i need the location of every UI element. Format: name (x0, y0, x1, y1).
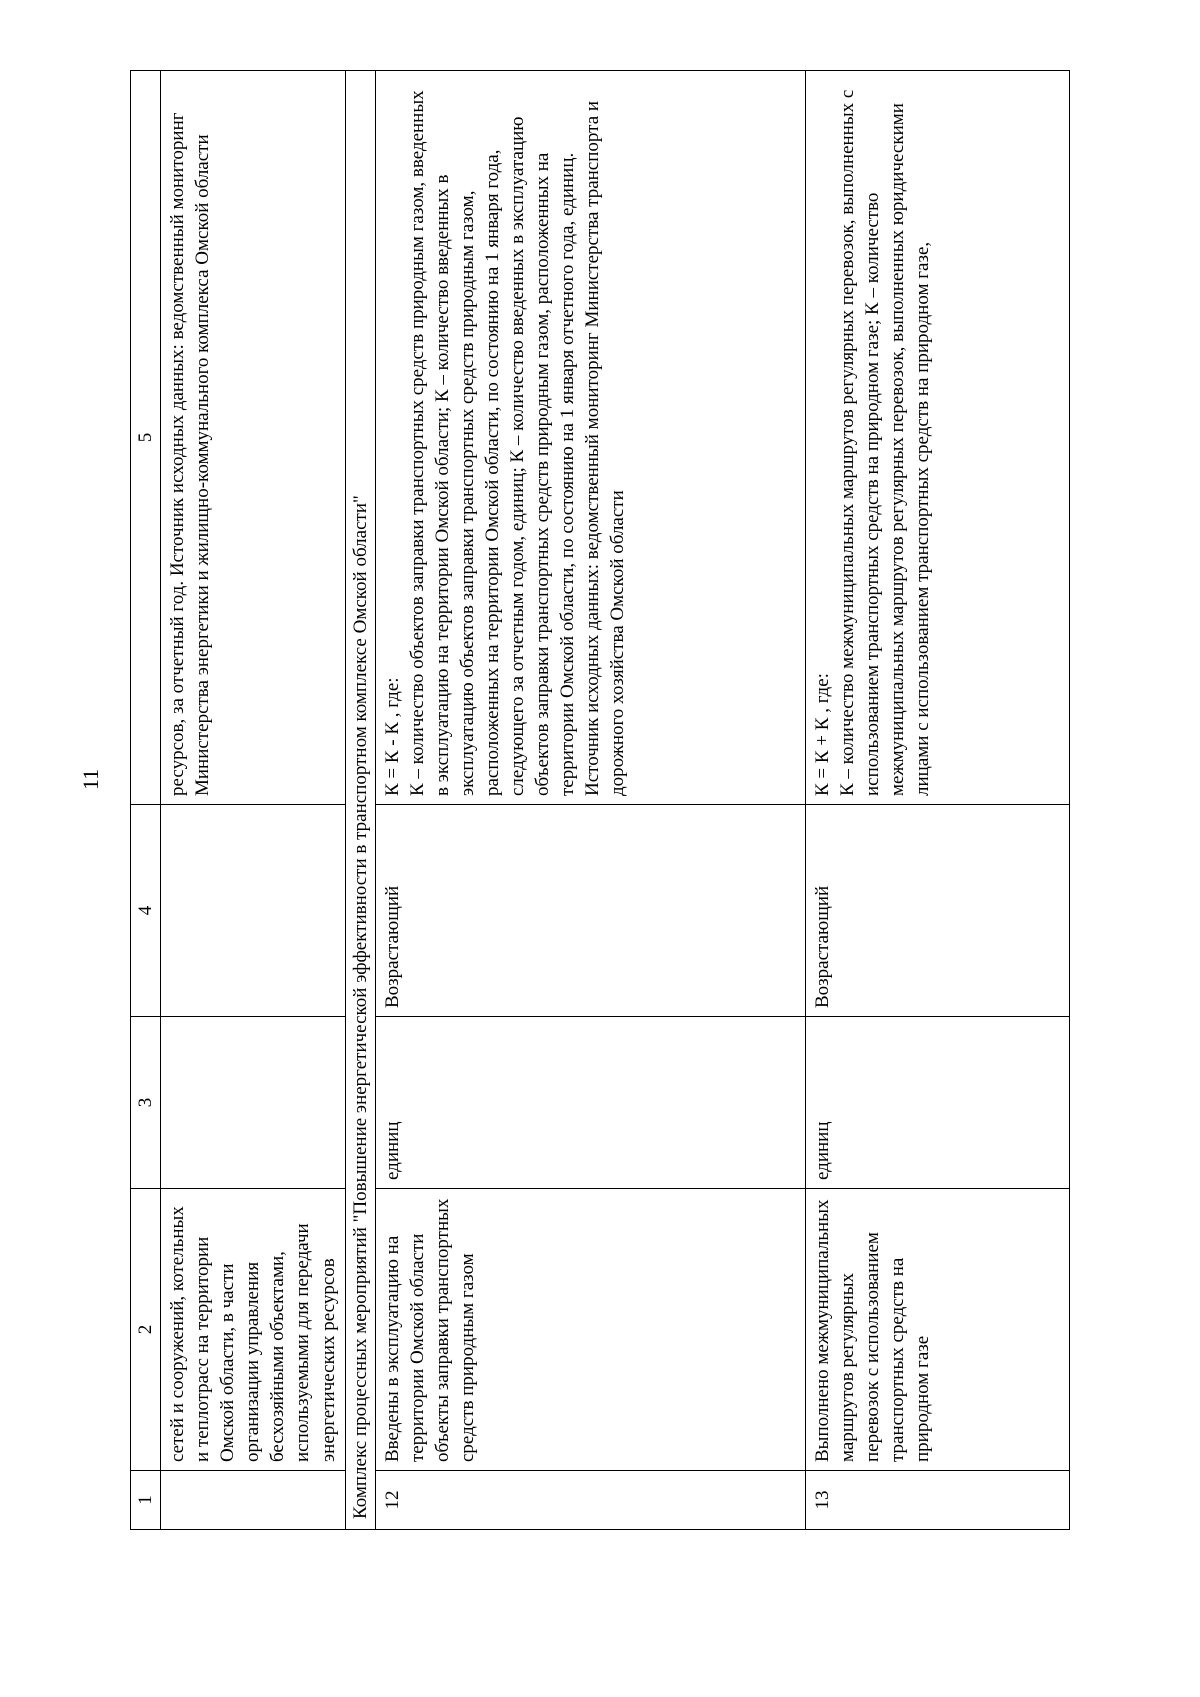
cell-trend: Возрастающий (805, 805, 1069, 1017)
header-col-2: 2 (131, 1189, 161, 1471)
section-title: Комплекс процессных мероприятий "Повышение энергетической эффективности в транспортном комплексе Омской области" (345, 71, 375, 1530)
cell-name: сетей и сооружений, котельных и теплотрасс на территории Омской области, в части организации управления бесхозяйными объектами, используемыми для передачи энергетических ресурсов (161, 1189, 346, 1471)
rotated-table-container (130, 70, 1070, 1530)
method-text: К – количество объектов заправки транспортных средств природным газом, введенных в эксплуатацию на территории Омской области; К – количество введенных в эксплуатацию объектов заправки транспортных средств природным газом, расположенных на территории Омской области, по состоянию на 1 января года, следующего за отчетным годом, единиц; К – количество введенных в эксплуатацию объектов заправки транспортных средств природным газом, расположенных на территории Омской области, по состоянию на 1 января отчетного года, единиц. Источник исходных данных: ведомственный мониторинг Министерства транспорта и дорожного хозяйства Омской области (406, 90, 629, 796)
header-col-3: 3 (131, 1017, 161, 1189)
header-col-1: 1 (131, 1471, 161, 1530)
cell-method (375, 71, 805, 805)
cell-method: ресурсов, за отчетный год. Источник исходных данных: ведомственный мониторинг Министерства энергетики и жилищно-коммунального комплекса Омской области (161, 71, 346, 805)
formula: К = К - К , где: (381, 677, 403, 796)
header-row (131, 71, 161, 1530)
cell-unit: единиц (375, 1017, 805, 1189)
cell-method (805, 71, 1069, 805)
cell-unit (161, 1017, 346, 1189)
indicators-table (130, 70, 1070, 1530)
cell-trend (161, 805, 346, 1017)
cell-name: Выполнено межмуниципальных маршрутов регулярных перевозок с использованием транспортных средств на природном газе (805, 1189, 1069, 1471)
section-row (345, 71, 375, 1530)
page-number: 11 (78, 768, 103, 790)
table-row-12 (375, 71, 805, 1530)
method-text: К – количество межмуниципальных маршрутов регулярных перевозок, выполненных с использованием транспортных средств на природном газе; К – количество межмуниципальных маршрутов регулярных перевозок, выполненных юридическими лицами с использованием транспортных средств на природном газе, (836, 89, 934, 796)
cell-name: Введены в эксплуатацию на территории Омской области объекты заправки транспортных средств природным газом (375, 1189, 805, 1471)
cell-trend: Возрастающий (375, 805, 805, 1017)
header-col-4: 4 (131, 805, 161, 1017)
cell-num: 13 (805, 1471, 1069, 1530)
table-row-13 (805, 71, 1069, 1530)
cell-num: 12 (375, 1471, 805, 1530)
formula: К = К + К , где: (811, 673, 833, 796)
cell-num (161, 1471, 346, 1530)
header-col-5: 5 (131, 71, 161, 805)
cell-unit: единиц (805, 1017, 1069, 1189)
table-row-continued (161, 71, 346, 1530)
